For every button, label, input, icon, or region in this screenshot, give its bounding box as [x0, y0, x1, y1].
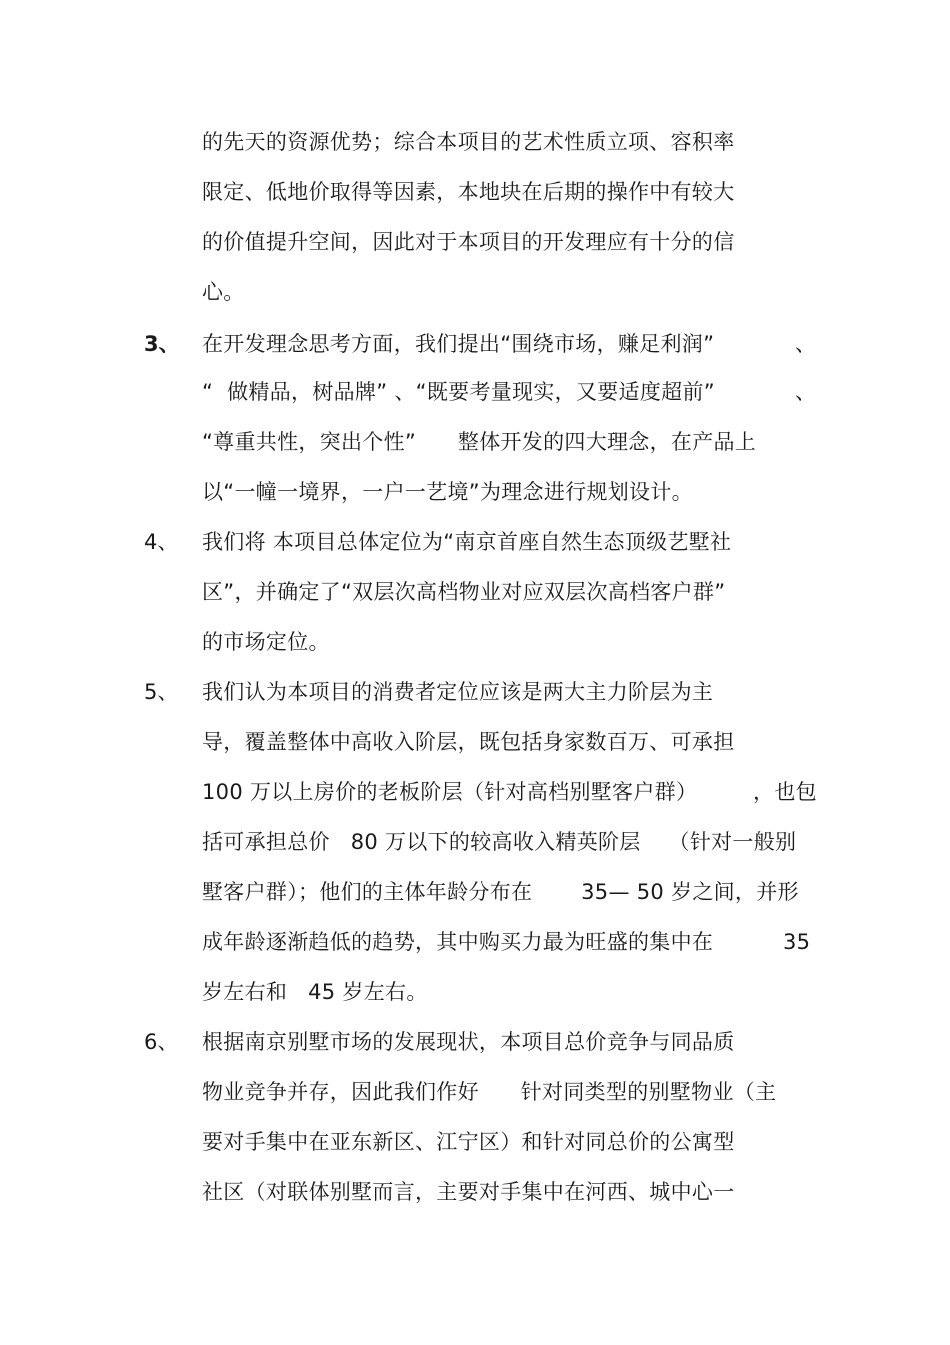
item-3-line-2: “ 做精品，树品牌” 、“既要考量现实，又要适度超前”: [202, 380, 715, 404]
item-5-line-3: 100 万以上房价的老板阶层（针对高档别墅客户群） ，也包: [202, 780, 817, 804]
item-3-tail-1: 、: [795, 332, 816, 356]
intro-line-2: 限定、低地价取得等因素，本地块在后期的操作中有较大: [202, 180, 735, 204]
item-4-line-1: 我们将 本项目总体定位为“南京首座自然生态顶级艺墅社: [202, 530, 732, 554]
item-5-line-6: 成年龄逐渐趋低的趋势，其中购买力最为旺盛的集中在 35: [202, 930, 811, 954]
item-6-line-3: 要对手集中在亚东新区、江宁区）和针对同总价的公寓型: [202, 1130, 735, 1154]
item-5-line-1: 我们认为本项目的消费者定位应该是两大主力阶层为主: [202, 680, 714, 704]
item-5-line-2: 导，覆盖整体中高收入阶层，既包括身家数百万、可承担: [202, 730, 735, 754]
intro-line-3: 的价值提升空间，因此对于本项目的开发理应有十分的信: [202, 230, 735, 254]
item-6-line-1: 根据南京别墅市场的发展现状，本项目总价竞争与同品质: [202, 1030, 735, 1054]
item-5-line-5: 墅客户群）；他们的主体年龄分布在 35— 50 岁之间，并形: [202, 880, 799, 904]
intro-line-1: 的先天的资源优势；综合本项目的艺术性质立项、容积率: [202, 130, 735, 154]
item-4-line-2: 区”，并确定了“双层次高档物业对应双层次高档客户群”: [202, 580, 726, 604]
item-3-number: 3、: [144, 332, 180, 356]
item-3-tail-2: 、: [795, 380, 816, 404]
item-5-line-7: 岁左右和 45 岁左右。: [202, 980, 428, 1004]
item-3-line-1: 在开发理念思考方面，我们提出“围绕市场，赚足利润”: [202, 332, 715, 356]
item-4-number: 4、: [144, 530, 179, 554]
item-3-line-3: “尊重共性，突出个性” 整体开发的四大理念，在产品上: [202, 430, 757, 454]
item-5-line-4: 括可承担总价 80 万以下的较高收入精英阶层 （针对一般别: [202, 830, 797, 854]
item-6-line-4: 社区（对联体别墅而言，主要对手集中在河西、城中心一: [202, 1180, 735, 1204]
intro-line-4: 心。: [202, 280, 245, 304]
item-6-line-2: 物业竞争并存，因此我们作好 针对同类型的别墅物业（主: [202, 1080, 777, 1104]
item-4-line-3: 的市场定位。: [202, 630, 330, 654]
item-6-number: 6、: [144, 1030, 179, 1054]
item-5-number: 5、: [144, 680, 179, 704]
item-3-line-4: 以“一幢一境界，一户一艺境”为理念进行规划设计。: [202, 480, 693, 504]
